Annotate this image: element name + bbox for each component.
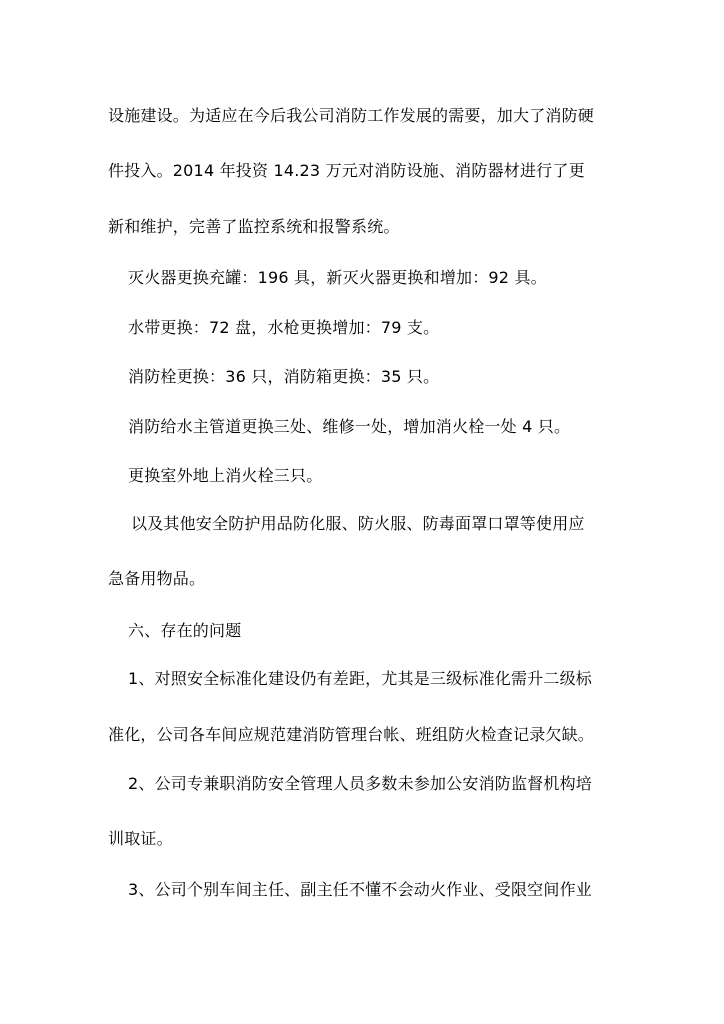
list-item: 3、公司个别车间主任、副主任不懂不会动火作业、受限空间作业 bbox=[128, 880, 592, 899]
paragraph-line: 急备用物品。 bbox=[108, 569, 206, 588]
list-item: 消防栓更换：36 只，消防箱更换：35 只。 bbox=[128, 367, 440, 386]
paragraph-line: 以及其他安全防护用品防化服、防火服、防毒面罩口罩等使用应 bbox=[131, 514, 585, 533]
list-item: 更换室外地上消火栓三只。 bbox=[128, 466, 323, 485]
paragraph-line: 设施建设。为适应在今后我公司消防工作发展的需要，加大了消防硬 bbox=[108, 106, 595, 125]
list-item: 水带更换：72 盘，水枪更换增加：79 支。 bbox=[128, 318, 440, 337]
list-item: 1、对照安全标准化建设仍有差距，尤其是三级标准化需升二级标 bbox=[128, 669, 592, 688]
paragraph-line: 件投入。2014 年投资 14.23 万元对消防设施、消防器材进行了更 bbox=[108, 161, 585, 180]
paragraph-line: 准化，公司各车间应规范建消防管理台帐、班组防火检查记录欠缺。 bbox=[108, 725, 595, 744]
list-item: 灭火器更换充罐：196 具，新灭火器更换和增加：92 具。 bbox=[128, 268, 547, 287]
section-heading: 六、存在的问题 bbox=[128, 621, 242, 640]
list-item: 2、公司专兼职消防安全管理人员多数未参加公安消防监督机构培 bbox=[128, 774, 592, 793]
paragraph-line: 训取证。 bbox=[108, 829, 173, 848]
list-item: 消防给水主管道更换三处、维修一处，增加消火栓一处 4 只。 bbox=[128, 417, 571, 436]
paragraph-line: 新和维护，完善了监控系统和报警系统。 bbox=[108, 217, 400, 236]
